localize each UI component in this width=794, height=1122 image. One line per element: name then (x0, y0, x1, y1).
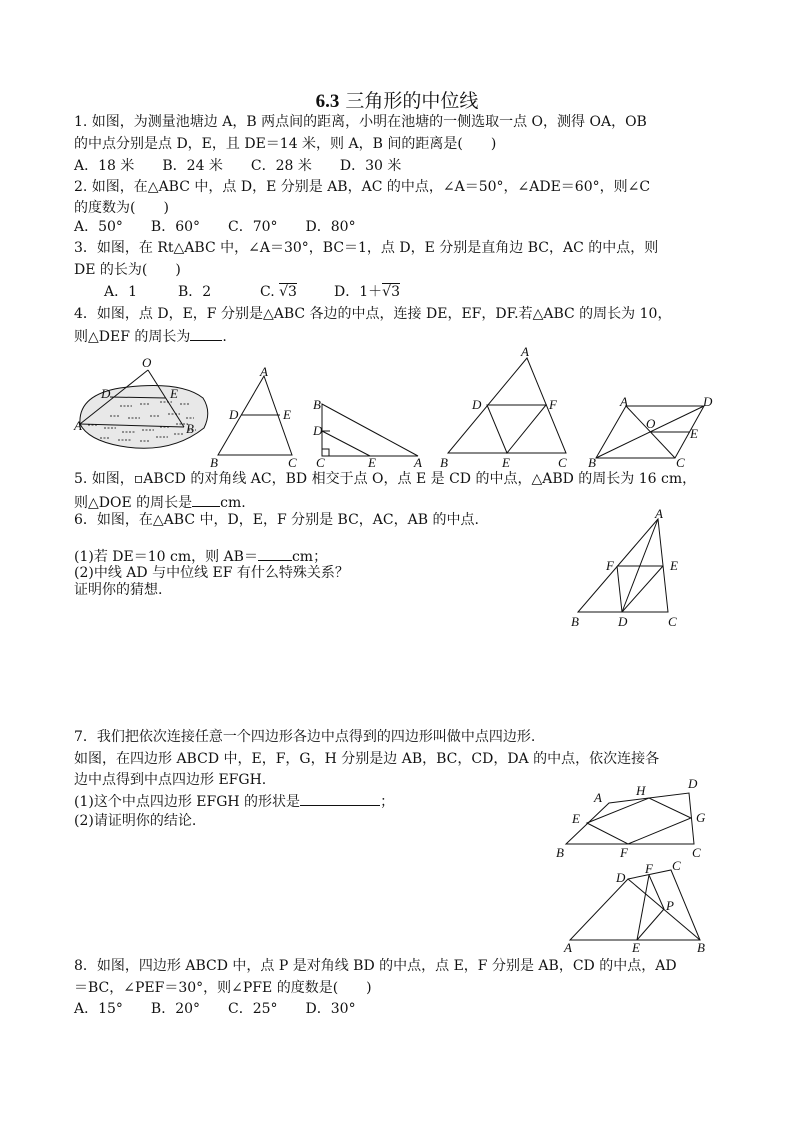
q8-figure (563, 858, 705, 955)
q6-label-f: F (606, 558, 614, 573)
rt-label-c: C (316, 455, 325, 470)
q7-line2: 如图，在四边形 ABCD 中，E，F，G，H 分别是边 AB，BC，CD，DA 的中点，依次连接各 (74, 751, 660, 767)
q5-line1: 5. 如图，▫ABCD 的对角线 AC，BD 相交于点 O，点 E 是 CD 的中点，△ABD 的周长为 16 cm， (74, 471, 697, 487)
q8-label-a: A (564, 940, 572, 955)
tri-label-c: C (288, 455, 297, 470)
q6-sub3: 证明你的猜想. (74, 582, 163, 598)
q8-line2: ＝BC，∠PEF＝30°，则∠PFE 的度数是( ) (74, 980, 372, 996)
mid-label-b: B (440, 455, 448, 470)
mid-label-d: D (472, 397, 482, 412)
mid-label-e: E (502, 455, 510, 470)
q3-opt-b: B．2 (178, 284, 212, 300)
para-label-d: D (703, 394, 713, 409)
q2-line2: 的度数为( ) (74, 200, 169, 216)
para-label-o: O (646, 416, 656, 431)
q6-label-a: A (655, 506, 663, 521)
q7-label-d: D (688, 776, 698, 791)
q8-label-b: B (697, 940, 705, 955)
q4-line2: 则△DEF 的周长为 . (74, 326, 227, 346)
mid-label-f: F (549, 397, 557, 412)
q6-sub2: (2)中线 AD 与中位线 EF 有什么特殊关系？ (74, 565, 349, 581)
q7-label-h: H (636, 783, 646, 798)
q3-line2: DE 的长为( ) (74, 262, 181, 278)
q8-label-d: D (616, 870, 626, 885)
q7-label-e: E (572, 811, 580, 826)
q6-sub1: (1)若 DE＝10 cm，则 AB＝ cm； (74, 546, 327, 566)
q6-line1: 6．如图，在△ABC 中，D，E，F 分别是 BC，AC，AB 的中点. (74, 512, 479, 528)
q7-label-f: F (620, 845, 628, 860)
page-title: 6.3 三角形的中位线 (315, 90, 479, 112)
mid-label-a: A (521, 344, 529, 359)
q7-line3: 边中点得到中点四边形 EFGH. (74, 772, 267, 788)
mid-label-c: C (558, 455, 567, 470)
rt-label-e: E (368, 455, 376, 470)
para-label-e: E (690, 426, 698, 441)
tri-label-e: E (283, 407, 291, 422)
q7-figure (556, 776, 706, 860)
q7-sub2: (2)请证明你的结论. (74, 813, 197, 829)
para-label-b: B (588, 455, 596, 470)
q8-label-p: P (666, 898, 674, 913)
q8-label-e: E (632, 940, 640, 955)
q7-label-c: C (692, 845, 701, 860)
pond-figure (73, 355, 208, 448)
rt-label-a: A (414, 455, 422, 470)
q6-label-d: D (618, 614, 628, 629)
tri-label-b: B (210, 455, 218, 470)
midpoint-triangle-figure (440, 344, 567, 470)
q4-line1: 4．如图，点 D，E，F 分别是△ABC 各边的中点，连接 DE，EF，DF.若△ABC 的周长为 10， (74, 306, 672, 322)
pond-label-a: A (74, 418, 82, 433)
q3-opt-a: A．1 (104, 284, 138, 300)
rt-label-b: B (313, 397, 321, 412)
q6-label-e: E (670, 558, 678, 573)
q7-label-g: G (696, 810, 706, 825)
q7-sub1: (1)这个中点四边形 EFGH 的形状是 ； (74, 791, 394, 811)
right-triangle-figure (312, 397, 422, 470)
pond-label-o: O (142, 355, 152, 370)
q8-label-f: F (645, 861, 653, 876)
q6-label-c: C (668, 614, 677, 629)
para-label-a: A (620, 394, 628, 409)
q8-label-c: C (672, 858, 681, 873)
q6-figure (571, 506, 678, 629)
q7-label-b: B (556, 845, 564, 860)
q8-options: A．15° B．20° C．25° D．30° (74, 1001, 356, 1017)
q7-line1: 7．我们把依次连接任意一个四边形各边中点得到的四边形叫做中点四边形. (74, 729, 536, 745)
q5-line2: 则△DOE 的周长是 cm. (74, 492, 246, 512)
q1-line1: 1. 如图，为测量池塘边 A，B 两点间的距离，小明在池塘的一侧选取一点 O，测得 OA，OB (74, 114, 647, 130)
q3-opt-d: D．1＋√3 (334, 284, 400, 300)
q1-options: A．18 米 B．24 米 C．28 米 D．30 米 (74, 158, 402, 174)
rt-label-d: D (313, 423, 323, 438)
pond-label-e: E (170, 386, 178, 401)
q6-label-b: B (571, 614, 579, 629)
tri-label-a: A (260, 364, 268, 379)
q2-options: A．50° B．60° C．70° D．80° (74, 219, 356, 235)
q3-line1: 3．如图，在 Rt△ABC 中，∠A＝30°，BC＝1，点 D，E 分别是直角边 BC，AC 的中点，则 (74, 240, 659, 256)
q2-line1: 2. 如图，在△ABC 中，点 D，E 分别是 AB，AC 的中点，∠A＝50°，∠ADE＝60°，则∠C (74, 179, 651, 195)
triangle-figure (210, 364, 297, 470)
q3-opt-c: C. √3 (260, 284, 297, 300)
q7-label-a: A (594, 790, 602, 805)
para-label-c: C (676, 455, 685, 470)
pond-label-d: D (101, 386, 111, 401)
q8-line1: 8．如图，四边形 ABCD 中，点 P 是对角线 BD 的中点，点 E，F 分别是 AB，CD 的中点，AD (74, 958, 677, 974)
parallelogram-figure (588, 394, 713, 470)
q1-line2: 的中点分别是点 D，E，且 DE＝14 米，则 A，B 间的距离是( ) (74, 136, 497, 152)
pond-label-b: B (186, 421, 194, 436)
tri-label-d: D (229, 407, 239, 422)
